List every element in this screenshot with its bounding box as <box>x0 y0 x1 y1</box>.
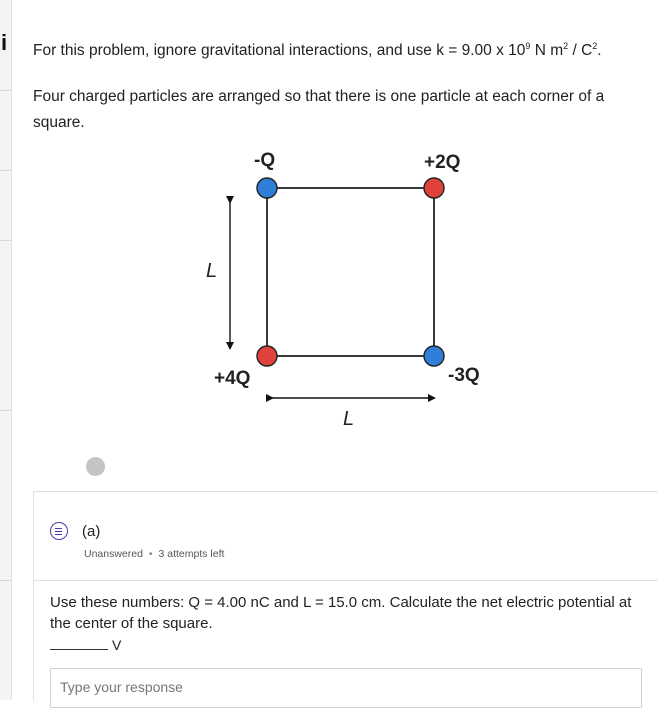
charge-bottom-left <box>257 346 277 366</box>
charge-label-bottom-left: +4Q <box>214 368 251 389</box>
problem-constants-text: For this problem, ignore gravitational interactions, and use k = 9.00 x $10^9$ N $m^2 / C^2$. <box>33 41 602 60</box>
part-a-header <box>50 522 100 540</box>
charge-label-top-left: -Q <box>254 150 276 171</box>
sidebar-divider <box>0 580 11 581</box>
response-input[interactable]: Type your response <box>50 668 642 708</box>
charge-top-right <box>424 178 444 198</box>
question-status-dot <box>86 457 105 476</box>
answer-blank <box>50 637 121 653</box>
charge-square-diagram <box>0 140 658 440</box>
diagram-svg <box>0 140 658 440</box>
part-a-divider <box>34 580 658 581</box>
sidebar-mark: i <box>1 30 8 55</box>
part-a-question: Use these numbers: Q = 4.00 nC and L = 15.0 cm. Calculate the net electric potential at the center of the square. <box>50 594 632 632</box>
side-length-label-horizontal: L <box>343 408 355 430</box>
part-a-label: (a) <box>82 522 101 540</box>
square-outline <box>267 188 434 356</box>
charge-top-left <box>257 178 277 198</box>
sidebar-divider <box>0 90 11 91</box>
charge-label-bottom-right: -3Q <box>448 365 480 386</box>
charge-label-top-right: +2Q <box>424 152 461 173</box>
part-a-card <box>33 491 658 701</box>
problem-setup-text: Four charged particles are arranged so that there is one particle at each corner of a square. <box>33 88 605 132</box>
charge-bottom-right <box>424 346 444 366</box>
question-list-icon <box>50 522 68 540</box>
part-a-status: Unanswered • 3 attempts left <box>84 548 225 560</box>
problem-intro <box>33 33 643 156</box>
side-length-label-vertical: L <box>206 260 218 282</box>
answer-unit: V <box>112 637 122 653</box>
